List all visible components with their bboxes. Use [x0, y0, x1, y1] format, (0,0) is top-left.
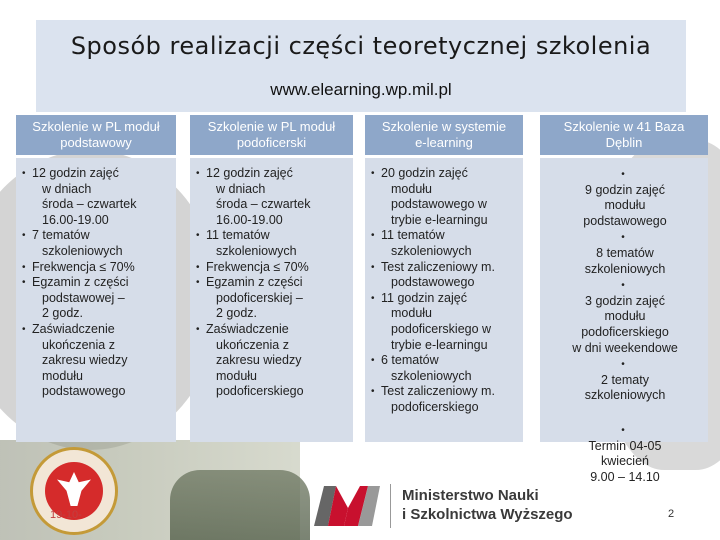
list-item: • 11 tematów szkoleniowych [371, 228, 519, 259]
list-item: • 7 tematów szkoleniowych [22, 228, 172, 259]
page-number: 2 [668, 508, 675, 520]
list-item: • 12 godzin zajęć w dniach środa – czwartek 16.00-19.00 [22, 166, 172, 228]
list-item: • Test zaliczeniowy m. podoficerskiego [371, 384, 519, 415]
ministry-name-line: i Szkolnictwa Wyższego [402, 506, 573, 523]
column-body-pl-podstawowy [16, 158, 176, 442]
ministry-logo-icon [314, 486, 382, 526]
school-emblem-logo [30, 447, 118, 535]
list-item: • 6 tematów szkoleniowych [371, 353, 519, 384]
column-heading-line: Szkolenie w PL moduł [207, 119, 336, 134]
list-item: • 20 godzin zajęć modułu podstawowego w trybie e-learningu [371, 166, 519, 228]
list-item: • 12 godzin zajęć w dniach środa – czwartek 16.00-19.00 [196, 166, 349, 228]
column-heading-line: Szkolenie w systemie [381, 119, 507, 134]
column-heading-e-learning [365, 115, 523, 155]
list-item: • Zaświadczenie ukończenia z zakresu wiedzy modułu podstawowego [22, 322, 172, 400]
list-item: • 11 godzin zajęć modułu podoficerskiego w trybie e-learningu [371, 291, 519, 353]
list-item: • Zaświadczenie ukończenia z zakresu wiedzy modułu podoficerskiego [196, 322, 349, 400]
list-item: • Egzamin z części podstawowej – 2 godz. [22, 275, 172, 322]
list-item: • Test zaliczeniowy m. podstawowego [371, 260, 519, 291]
slide-subtitle-url: www.elearning.wp.mil.pl [270, 80, 452, 99]
list-item: • Frekwencja ≤ 70% [196, 260, 349, 276]
list-item: • Egzamin z części podoficerskiej – 2 godz. [196, 275, 349, 322]
list-item: • 2 tematy szkoleniowych [546, 356, 704, 404]
column-heading-line: Szkolenie w PL moduł [32, 119, 160, 134]
ministry-name [402, 486, 573, 524]
column-heading-line: e-learning [415, 135, 473, 150]
column-heading-line: podoficerski [236, 135, 307, 150]
list-item: • 8 tematów szkoleniowych [546, 229, 704, 277]
slide-header [36, 20, 686, 112]
logo-divider [390, 484, 391, 528]
list-item: • Frekwencja ≤ 70% [22, 260, 172, 276]
column-body-e-learning [365, 158, 523, 442]
column-body-41-baza-deblin [540, 158, 708, 484]
column-heading-pl-podstawowy [16, 115, 176, 155]
list-item: • 9 godzin zajęć modułu podstawowego [546, 166, 704, 229]
column-heading-pl-podoficerski [190, 115, 353, 155]
date-stamp: 19-10- [50, 509, 82, 521]
slide-title: Sposób realizacji części teoretycznej szkolenia [70, 32, 652, 60]
soldiers-photo [170, 470, 310, 540]
list-item: • Termin 04-05 kwiecień 9.00 – 14.10 [546, 422, 704, 485]
list-item: • 11 tematów szkoleniowych [196, 228, 349, 259]
column-heading-line: Dęblin [605, 135, 643, 150]
column-heading-line: Szkolenie w 41 Baza [563, 119, 685, 134]
column-body-pl-podoficerski [190, 158, 353, 442]
ministry-name-line: Ministerstwo Nauki [402, 487, 539, 504]
list-item: • 3 godzin zajęć modułu podoficerskiego w dni weekendowe [546, 277, 704, 356]
column-heading-line: podstawowy [60, 135, 132, 150]
column-heading-41-baza-deblin [540, 115, 708, 155]
